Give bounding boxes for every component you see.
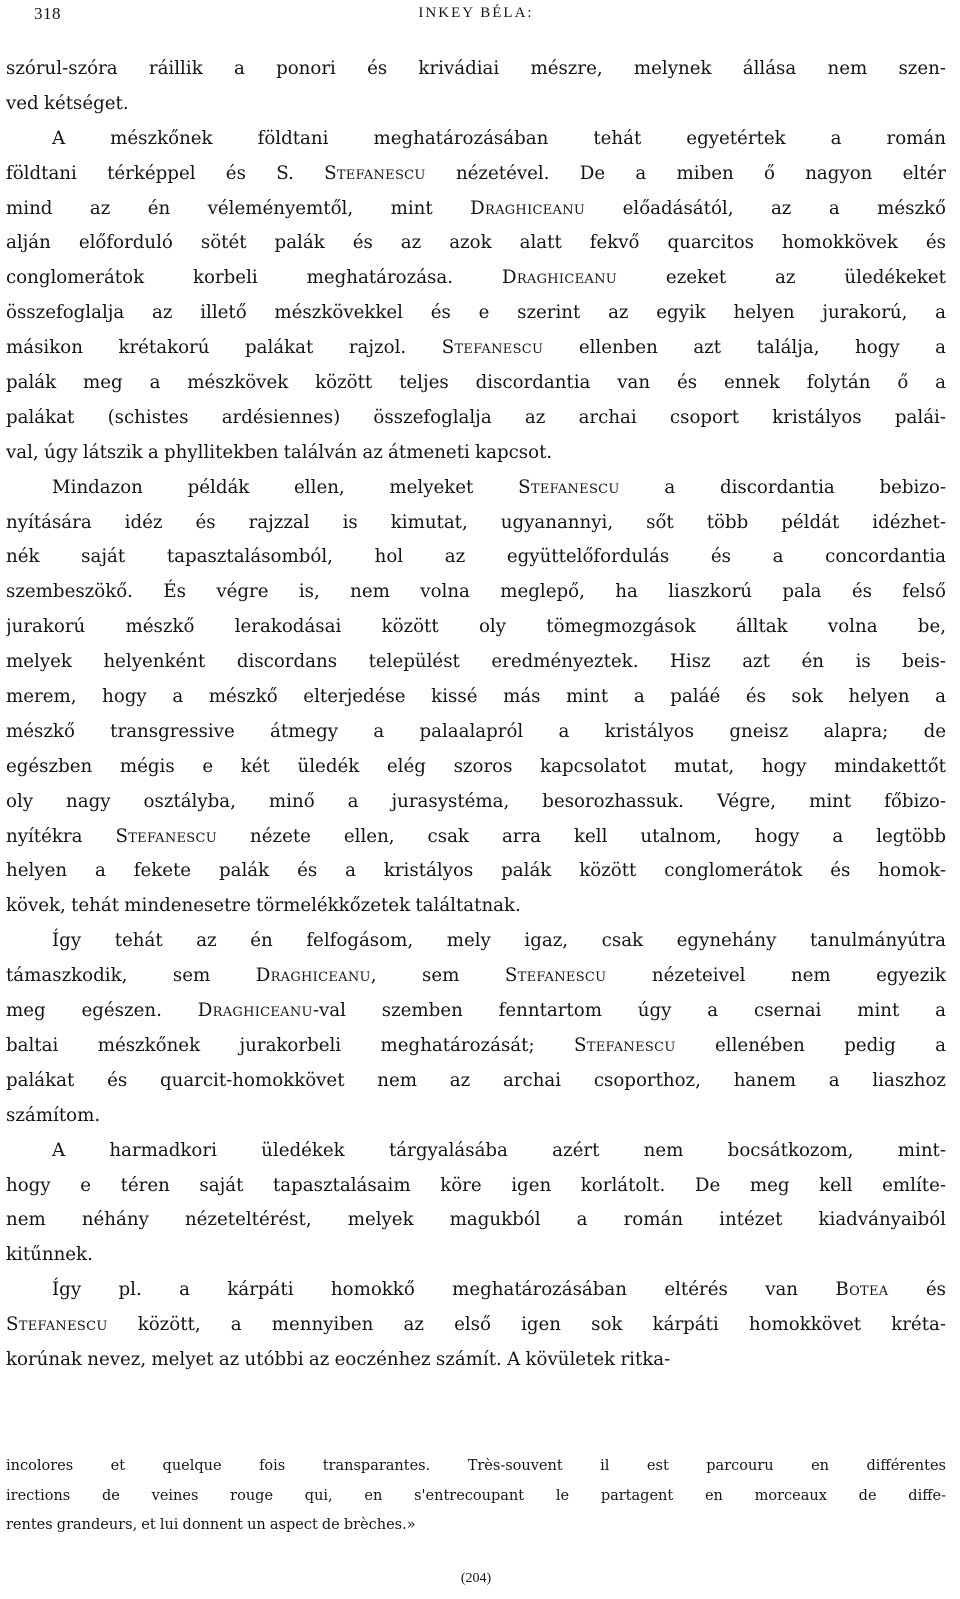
- text-run: kitűnnek.: [6, 1244, 93, 1266]
- author-name: Draghiceanu: [255, 965, 371, 987]
- text-run: kövek, tehát mindenesetre törmelékkőzetek találtatnak.: [6, 895, 521, 917]
- author-name: Stefanescu: [574, 1034, 676, 1056]
- author-name: Draghiceanu: [501, 267, 618, 289]
- text-line: [6, 157, 946, 192]
- text-run: nézetével. De a miben ő nagyon eltér: [425, 162, 946, 184]
- text-run: hogy e téren saját tapasztalásaim köre igen korlátolt. De meg kell említe-: [6, 1174, 946, 1196]
- text-run: val, úgy látszik a phyllitekben találván az átmeneti kapcsot.: [6, 441, 553, 463]
- text-line: [6, 750, 946, 785]
- text-run: ved kétséget.: [6, 92, 129, 114]
- body-text: [6, 52, 946, 1378]
- text-line: [6, 436, 946, 471]
- author-name: Draghiceanu: [197, 1000, 313, 1022]
- text-line: [6, 506, 946, 541]
- text-run: ellenében pedig a: [675, 1034, 946, 1056]
- page-header: [6, 4, 946, 30]
- text-run: A mészkőnek földtani meghatározásában tehát egyetértek a román: [52, 127, 946, 149]
- text-line: [6, 575, 946, 610]
- text-run: szembeszökő. És végre is, nem volna meglepő, ha liaszkorú pala és felső: [6, 581, 946, 603]
- author-name: Stefanescu: [518, 476, 620, 498]
- text-run: nék saját tapasztalásomból, hol az együttelőfordulás és a concordantia: [6, 546, 946, 568]
- text-line: [6, 680, 946, 715]
- text-line: [6, 52, 946, 87]
- text-run: Mindazon példák ellen, melyeket: [52, 476, 519, 498]
- text-line: [6, 1169, 946, 1204]
- text-run: korúnak nevez, melyet az utóbbi az eoczénhez számít. A kövületek ritka-: [6, 1348, 671, 1370]
- footnote-line: irections de veines rouge qui, en s'entrecoupant le partagent en morceaux de diffe-: [6, 1487, 946, 1504]
- text-run: meg egészen.: [6, 1000, 198, 1022]
- text-line: [6, 192, 946, 227]
- text-run: palák meg a mészkövek között teljes discordantia van és ennek folytán ő a: [6, 372, 946, 394]
- text-line: [6, 959, 946, 994]
- text-line: [6, 1203, 946, 1238]
- author-name: Stefanescu: [504, 965, 607, 987]
- text-run: jurakorú mészkő lerakodásai között oly tömegmozgások álltak volna be,: [6, 616, 946, 638]
- text-run: ezeket az üledékeket: [617, 267, 946, 289]
- text-line: [6, 471, 946, 506]
- text-run: nyítékra: [6, 825, 116, 847]
- text-run: előadásától, az a mészkő: [585, 197, 946, 219]
- text-run: a discordantia bebizo-: [619, 476, 946, 498]
- text-line: [6, 296, 946, 331]
- text-run: összefoglalja az illető mészkövekkel és e szerint az egyik helyen jurakorú, a: [6, 302, 946, 324]
- text-line: [6, 889, 946, 924]
- author-name: Stefanescu: [324, 162, 426, 184]
- text-line: [6, 645, 946, 680]
- text-line: [6, 261, 946, 296]
- author-name: Stefanescu: [115, 825, 218, 847]
- text-run: palákat (schistes ardésiennes) összefoglalja az archai csoport kristályos palái-: [6, 406, 946, 428]
- text-line: [6, 854, 946, 889]
- text-run: oly nagy osztályba, minő a jurasystéma, besorozhassuk. Végre, mint főbizo-: [6, 790, 946, 812]
- page-number: 318: [34, 4, 61, 23]
- text-run: nem néhány nézeteltérést, melyek magukból a román intézet kiadványaiból: [6, 1209, 946, 1231]
- text-line: [6, 540, 946, 575]
- text-run: nyítására idéz és rajzzal is kimutat, ugyanannyi, sőt több példát idézhet-: [6, 511, 946, 533]
- text-line: [6, 610, 946, 645]
- text-line: [6, 401, 946, 436]
- text-line: [6, 1029, 946, 1064]
- text-run: és: [888, 1279, 946, 1301]
- author-name: Draghiceanu: [470, 197, 586, 219]
- author-name: Stefanescu: [6, 1314, 108, 1336]
- text-run: A harmadkori üledékek tárgyalásába azért nem bocsátkozom, mint-: [52, 1139, 946, 1161]
- text-line: [6, 715, 946, 750]
- text-run: másikon krétakorú palákat rajzol.: [6, 337, 442, 359]
- text-line: [6, 1099, 946, 1134]
- text-run: egészben mégis e két üledék elég szoros kapcsolatot mutat, hogy mindakettőt: [6, 755, 946, 777]
- text-run: számítom.: [6, 1104, 101, 1126]
- text-run: conglomerátok korbeli meghatározása.: [6, 267, 502, 289]
- text-line: [6, 1134, 946, 1169]
- footnote-line: rentes grandeurs, et lui donnent un aspect de brèches.»: [6, 1517, 416, 1533]
- text-run: melyek helyenként discordans települést eredményeztek. Hisz azt én is beis-: [6, 651, 946, 673]
- text-run: támaszkodik, sem: [6, 965, 256, 987]
- text-line: [6, 226, 946, 261]
- author-name: Botea: [835, 1279, 889, 1301]
- text-run: földtani térképpel és S.: [6, 162, 325, 184]
- text-run: nézete ellen, csak arra kell utalnom, hogy a legtöbb: [217, 825, 946, 847]
- text-line: [6, 820, 946, 855]
- printer-signature: (204): [460, 1571, 492, 1586]
- footnote-line: incolores et quelque fois transparantes. Très-souvent il est parcouru en différentes: [6, 1458, 946, 1474]
- text-line: [6, 1343, 946, 1378]
- author-name: Stefanescu: [441, 337, 544, 359]
- text-line: [6, 1308, 946, 1343]
- text-line: [6, 87, 946, 122]
- text-run: alján előforduló sötét palák és az azok alatt fekvő quarcitos homokkövek és: [6, 232, 946, 254]
- text-run: baltai mészkőnek jurakorbeli meghatározását;: [6, 1034, 575, 1056]
- text-run: -val szemben fenntartom úgy a csernai mint a: [312, 1000, 946, 1022]
- text-run: szórul-szóra ráillik a ponori és krivádiai mészre, melynek állása nem szen-: [6, 58, 946, 79]
- text-line: [6, 331, 946, 366]
- text-run: merem, hogy a mészkő elterjedése kissé más mint a paláé és sok helyen a: [6, 686, 946, 708]
- text-run: , sem: [370, 965, 505, 987]
- text-run: ellenben azt találja, hogy a: [543, 337, 946, 359]
- text-line: [6, 1238, 946, 1273]
- text-run: Így pl. a kárpáti homokkő meghatározásában eltérés van: [52, 1279, 836, 1301]
- running-head: INKEY BÉLA:: [418, 5, 534, 21]
- text-run: nézeteivel nem egyezik: [606, 965, 946, 987]
- text-run: mészkő transgressive átmegy a palaalapról a kristályos gneisz alapra; de: [6, 720, 946, 742]
- text-line: [6, 994, 946, 1029]
- text-line: [6, 122, 946, 157]
- text-line: [6, 1273, 946, 1308]
- text-run: palákat és quarcit-homokkövet nem az archai csoporthoz, hanem a liaszhoz: [6, 1069, 946, 1091]
- text-run: között, a mennyiben az első igen sok kárpáti homokkövet kréta-: [107, 1314, 946, 1336]
- footnote: [6, 1452, 946, 1541]
- text-line: [6, 924, 946, 959]
- text-run: helyen a fekete palák és a kristályos palák között conglomerátok és homok-: [6, 860, 946, 882]
- book-page: [6, 0, 946, 1599]
- text-line: [6, 785, 946, 820]
- text-run: mind az én véleményemtől, mint: [6, 197, 471, 219]
- text-line: [6, 366, 946, 401]
- text-line: [6, 1064, 946, 1099]
- text-run: Így tehát az én felfogásom, mely igaz, csak egynehány tanulmányútra: [52, 930, 946, 952]
